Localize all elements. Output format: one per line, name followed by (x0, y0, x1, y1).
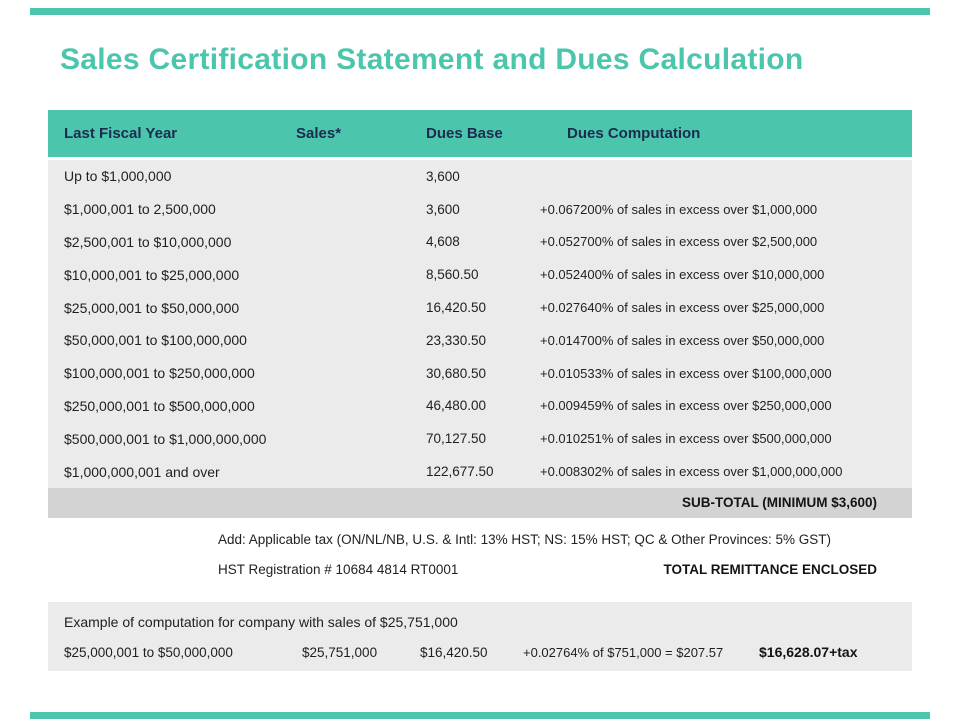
cell-dues-base: 46,480.00 (426, 398, 487, 414)
cell-fiscal-year-range: Up to $1,000,000 (64, 168, 172, 185)
cell-dues-computation: +0.009459% of sales in excess over $250,000,000 (540, 398, 832, 414)
table-row (48, 357, 912, 390)
table-row (48, 422, 912, 455)
cell-dues-computation: +0.052400% of sales in excess over $10,000,000 (540, 267, 825, 283)
cell-fiscal-year-range: $50,000,001 to $100,000,000 (64, 332, 247, 349)
example-dues-base: $16,420.50 (420, 645, 488, 660)
example-box (48, 602, 912, 671)
cell-dues-computation: +0.027640% of sales in excess over $25,000,000 (540, 300, 825, 316)
table-row (48, 258, 912, 291)
bottom-accent-bar (30, 712, 930, 719)
cell-fiscal-year-range: $1,000,000,001 and over (64, 463, 220, 480)
table-row (48, 324, 912, 357)
table-row (48, 226, 912, 259)
example-sales: $25,751,000 (302, 645, 378, 660)
table-row (48, 291, 912, 324)
cell-fiscal-year-range: $1,000,001 to 2,500,000 (64, 201, 216, 218)
top-accent-bar (30, 8, 930, 15)
cell-dues-base: 3,600 (426, 168, 460, 184)
table-row (48, 160, 912, 193)
example-computation: +0.02764% of $751,000 = $207.57 (523, 645, 724, 660)
cell-dues-computation: +0.010251% of sales in excess over $500,000,000 (540, 431, 832, 447)
cell-fiscal-year-range: $100,000,001 to $250,000,000 (64, 365, 255, 382)
cell-fiscal-year-range: $10,000,001 to $25,000,000 (64, 266, 240, 283)
cell-dues-base: 3,600 (426, 201, 460, 217)
table-header-row (48, 110, 912, 160)
cell-dues-computation: +0.052700% of sales in excess over $2,500,000 (540, 234, 818, 250)
example-heading: Example of computation for company with sales of $25,751,000 (64, 614, 458, 630)
column-header-sales: Sales* (296, 125, 342, 142)
column-header-last-fiscal-year: Last Fiscal Year (64, 125, 178, 142)
cell-dues-base: 122,677.50 (426, 464, 494, 480)
cell-dues-base: 4,608 (426, 234, 460, 250)
table-body (48, 160, 912, 488)
subtotal-row (48, 488, 912, 518)
notes-section (48, 531, 912, 579)
column-header-dues-computation: Dues Computation (567, 125, 701, 142)
cell-dues-computation: +0.014700% of sales in excess over $50,000,000 (540, 332, 825, 348)
cell-fiscal-year-range: $250,000,001 to $500,000,000 (64, 397, 255, 414)
cell-dues-computation: +0.010533% of sales in excess over $100,000,000 (540, 365, 832, 381)
hst-registration-number: HST Registration # 10684 4814 RT0001 (218, 562, 459, 577)
cell-dues-base: 23,330.50 (426, 332, 487, 348)
example-fiscal-year-range: $25,000,001 to $50,000,000 (64, 645, 233, 660)
cell-dues-base: 70,127.50 (426, 431, 487, 447)
table-row (48, 455, 912, 488)
cell-fiscal-year-range: $500,000,001 to $1,000,000,000 (64, 430, 267, 447)
cell-fiscal-year-range: $2,500,001 to $10,000,000 (64, 233, 232, 250)
cell-dues-computation: +0.008302% of sales in excess over $1,000,000,000 (540, 464, 843, 480)
dues-table (48, 110, 912, 518)
page-title: Sales Certification Statement and Dues Calculation (60, 43, 804, 76)
applicable-tax-note: Add: Applicable tax (ON/NL/NB, U.S. & Intl: 13% HST; NS: 15% HST; QC & Other Provinces: 5% GST) (218, 532, 831, 547)
cell-dues-computation: +0.067200% of sales in excess over $1,000,000 (540, 201, 818, 217)
table-row (48, 390, 912, 423)
cell-dues-base: 16,420.50 (426, 300, 487, 316)
example-row (48, 644, 912, 660)
cell-fiscal-year-range: $25,000,001 to $50,000,000 (64, 299, 240, 316)
column-header-dues-base: Dues Base (426, 125, 503, 142)
subtotal-label: SUB-TOTAL (MINIMUM $3,600) (681, 495, 877, 511)
cell-dues-base: 30,680.50 (426, 365, 487, 381)
hst-row (48, 561, 912, 579)
cell-dues-base: 8,560.50 (426, 267, 479, 283)
table-row (48, 193, 912, 226)
total-remittance-label: TOTAL REMITTANCE ENCLOSED (663, 562, 877, 577)
example-total: $16,628.07+tax (759, 644, 858, 660)
